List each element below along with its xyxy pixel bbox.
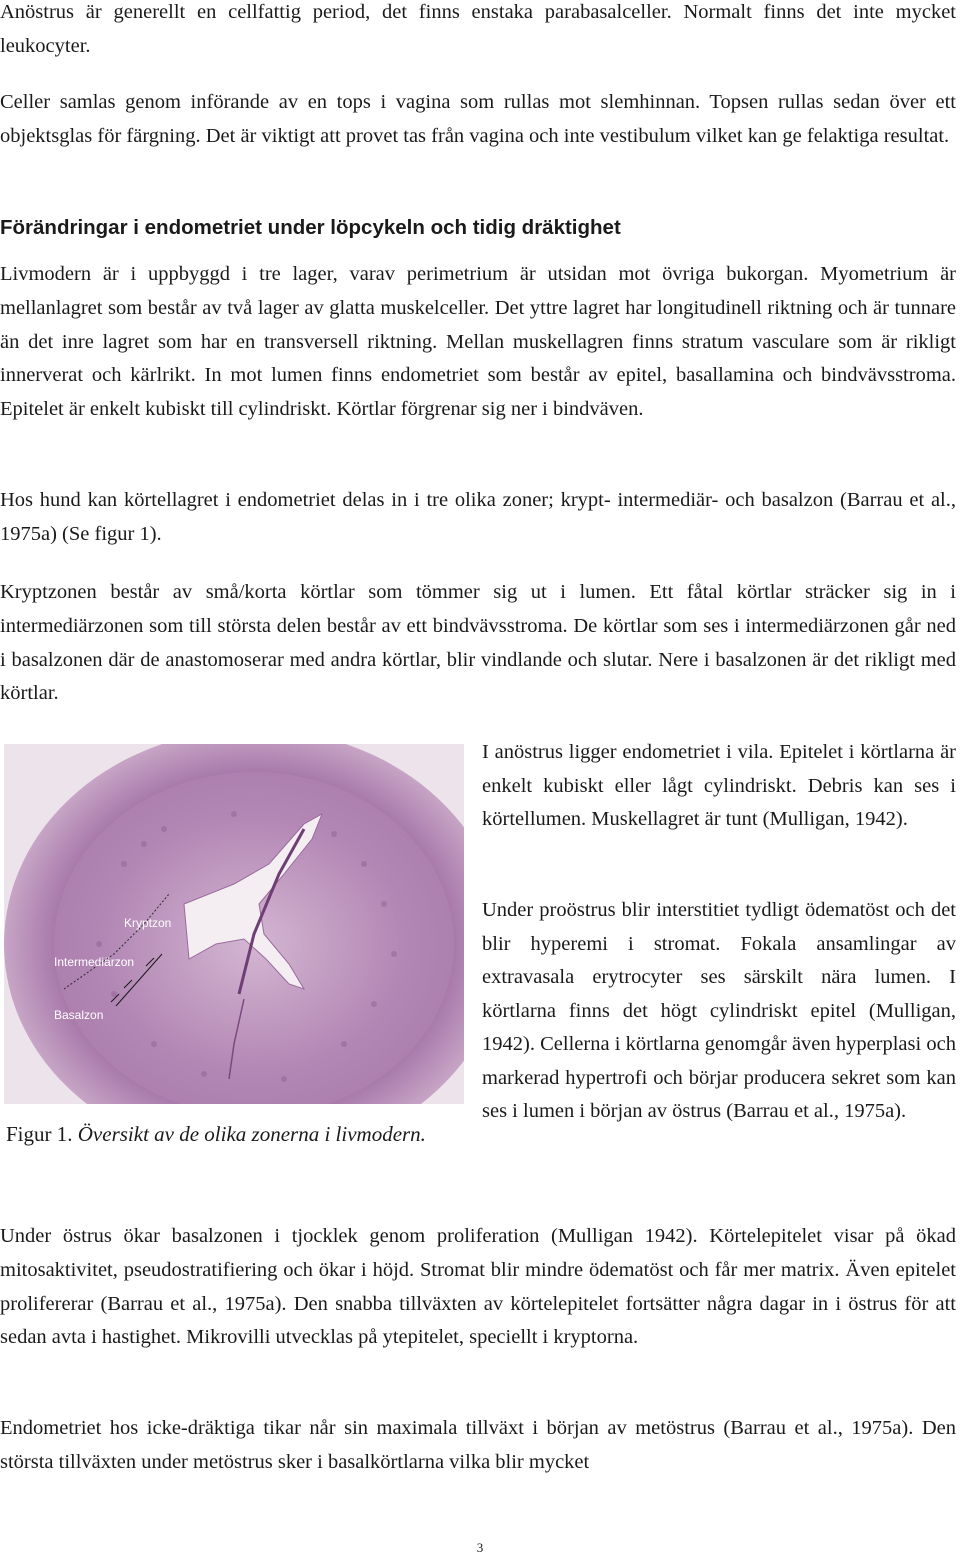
paragraph-sampling-method: Celler samlas genom införande av en tops i vagina som rullas mot slemhinnan. Topsen rullas sedan över ett objektsglas för färgning. Det är viktigt att provet tas från vagina och inte vestibulum vilket kan ge felaktiga resultat.	[0, 91, 956, 147]
paragraph-gland-zones: Hos hund kan körtellagret i endometriet delas in i tre olika zoner; krypt- intermediär- och basalzon (Barrau et al., 1975a) (Se figur 1).	[0, 489, 956, 545]
figure-histology-image	[4, 744, 464, 1104]
page-number: 3	[476, 1540, 484, 1555]
paragraph-estrus: Under östrus ökar basalzonen i tjocklek genom proliferation (Mulligan 1942). Körtelepitelet visar på ökad mitosaktivitet, pseudostratifiering och ökar i höjd. Stromat blir mindre ödematöst och får mer matrix. Även epitelet prolifererar (Barrau et al., 1975a). Den snabba tillväxten av körtelepitelet fortsätter några dagar in i östrus för att sedan avta i hastighet. Mikrovilli utvecklas på ytepitelet, speciellt i kryptorna.	[0, 1225, 956, 1349]
figure-caption	[6, 1118, 446, 1150]
paragraph-metestrus: Endometriet hos icke-dräktiga tikar når sin maximala tillväxt i början av metöstrus (Barrau et al., 1975a). Den största tillväxten under metöstrus sker i basalkörtlarna vilka blir mycket	[0, 1417, 956, 1473]
label-kryptzon: Kryptzon	[124, 916, 172, 930]
paragraph-anestrus-endometrium: I anöstrus ligger endometriet i vila. Epitelet i körtlarna är enkelt kubiskt eller lågt cylindriskt. Debris kan ses i körtellumen. Muskellagret är tunt (Mulligan, 1942).	[482, 741, 956, 830]
caption-prefix: Figur 1.	[6, 1122, 78, 1146]
paragraph-anestrus-cytology: Anöstrus är generellt en cellfattig period, det finns enstaka parabasalceller. Normalt finns det inte mycket leukocyter.	[0, 1, 956, 57]
caption-text: Översikt av de olika zonerna i livmodern.	[77, 1122, 426, 1146]
label-basalzon: Basalzon	[54, 1008, 104, 1022]
section-heading: Förändringar i endometriet under löpcykeln och tidig dräktighet	[0, 216, 621, 239]
paragraph-uterus-layers: Livmodern är i uppbyggd i tre lager, varav perimetrium är utsidan mot övriga bukorgan. Myometrium är mellanlagret som består av två lager av glatta muskelceller. Det yttre lagret har longitudinell riktning och är tunnare än det inre lagret som har en transversell riktning. Mellan muskellagren finns stratum vasculare som är rikligt innerverat och kärlrikt. In mot lumen finns endometriet som består av epitel, basallamina och bindvävsstroma. Epitelet är enkelt kubiskt till cylindriskt. Körtlar förgrenar sig ner i bindväven.	[0, 263, 956, 421]
label-intermediarzon: Intermediärzon	[54, 955, 135, 969]
paragraph-proestrus: Under proöstrus blir interstitiet tydligt ödematöst och det blir hyperemi i stromat. Fokala ansamlingar av extravasala erytrocyter ses särskilt nära lumen. I körtlarna finns det högt cylindriskt epitel (Mulligan, 1942). Cellerna i körtlarna genomgår även hyperplasi och markerad hypertrofi och börjar producera sekret som kan ses i lumen i början av östrus (Barrau et al., 1975a).	[482, 899, 956, 1122]
paragraph-crypt-zone: Kryptzonen består av små/korta körtlar som tömmer sig ut i lumen. Ett fåtal körtlar sträcker sig in i intermediärzonen som till största delen består av ett bindvävsstroma. De körtlar som ses i intermediärzonen går ned i basalzonen där de anastomoserar med andra körtlar, blir vindlande och slutar. Nere i basalzonen är det rikligt med körtlar.	[0, 581, 956, 705]
